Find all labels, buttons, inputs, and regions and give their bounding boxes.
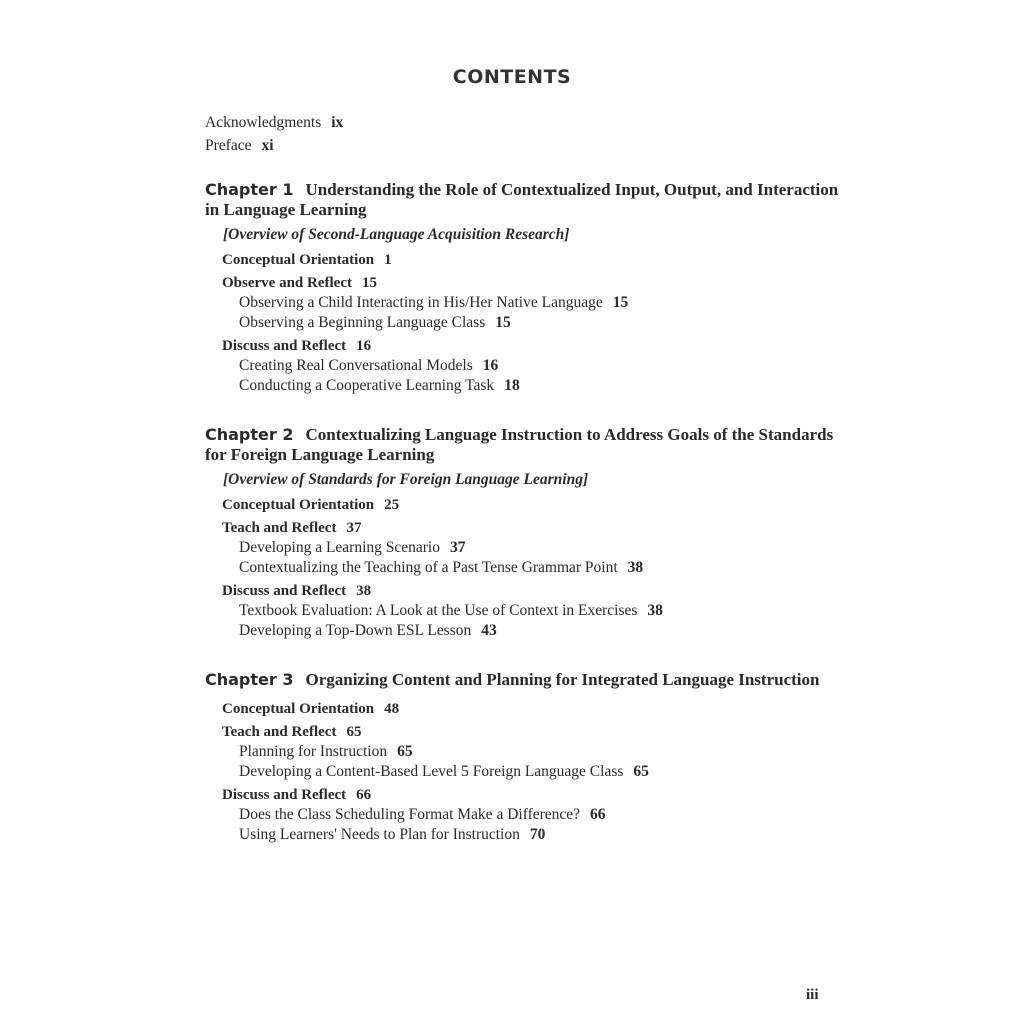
section-discuss-and-reflect: Discuss and Reflect 38 <box>222 583 372 599</box>
chapter-heading <box>205 180 845 220</box>
section-conceptual-orientation: Conceptual Orientation 48 <box>222 701 400 717</box>
chapter-overview: [Overview of Standards for Foreign Language Learning] <box>223 471 589 488</box>
subsection-entry: Conducting a Cooperative Learning Task 18 <box>239 377 520 394</box>
front-matter <box>205 111 343 157</box>
subsection-entry: Does the Class Scheduling Format Make a Difference? 66 <box>239 806 606 823</box>
toc-entry-acknowledgments <box>205 111 343 134</box>
subsection-entry: Contextualizing the Teaching of a Past Tense Grammar Point 38 <box>239 559 644 576</box>
section-teach-and-reflect: Teach and Reflect 37 <box>222 520 362 536</box>
subsection-entry: Developing a Top-Down ESL Lesson 43 <box>239 622 497 639</box>
subsection-entry: Observing a Child Interacting in His/Her Native Language 15 <box>239 294 629 311</box>
subsection-entry: Using Learners' Needs to Plan for Instruction 70 <box>239 826 546 843</box>
section-conceptual-orientation: Conceptual Orientation 1 <box>222 252 392 268</box>
section-observe-and-reflect: Observe and Reflect 15 <box>222 275 377 291</box>
page-number: iii <box>806 987 819 1003</box>
entry-label: Acknowledgments <box>205 114 322 131</box>
entry-page: ix <box>331 114 344 131</box>
chapter-heading <box>205 425 845 465</box>
chapter-label: Chapter 1 <box>205 180 294 199</box>
subsection-entry: Planning for Instruction 65 <box>239 743 413 760</box>
chapter-title: Contextualizing Language Instruction to Address Goals of the Standards for Foreign Language Learning <box>205 425 834 464</box>
chapter-3 <box>205 670 845 845</box>
subsection-entry: Textbook Evaluation: A Look at the Use of Context in Exercises 38 <box>239 602 663 619</box>
section-teach-and-reflect: Teach and Reflect 65 <box>222 724 362 740</box>
chapter-overview: [Overview of Second-Language Acquisition Research] <box>223 226 570 243</box>
section-discuss-and-reflect: Discuss and Reflect 66 <box>222 787 372 803</box>
subsection-entry: Developing a Learning Scenario 37 <box>239 539 466 556</box>
toc-entry-preface <box>205 134 343 157</box>
chapter-title: Understanding the Role of Contextualized Input, Output, and Interaction in Language Learning <box>205 180 839 219</box>
chapter-label: Chapter 3 <box>205 670 294 689</box>
entry-label: Preface <box>205 137 252 154</box>
chapter-label: Chapter 2 <box>205 425 294 444</box>
subsection-entry: Creating Real Conversational Models 16 <box>239 357 499 374</box>
chapter-heading <box>205 670 845 690</box>
subsection-entry: Developing a Content-Based Level 5 Foreign Language Class 65 <box>239 763 649 780</box>
chapter-title: Organizing Content and Planning for Integrated Language Instruction <box>305 670 820 689</box>
page-title: CONTENTS <box>452 66 572 88</box>
chapter-1 <box>205 180 845 396</box>
chapter-2 <box>205 425 845 641</box>
entry-page: xi <box>261 137 274 154</box>
subsection-entry: Observing a Beginning Language Class 15 <box>239 314 511 331</box>
section-conceptual-orientation: Conceptual Orientation 25 <box>222 497 400 513</box>
section-discuss-and-reflect: Discuss and Reflect 16 <box>222 338 372 354</box>
